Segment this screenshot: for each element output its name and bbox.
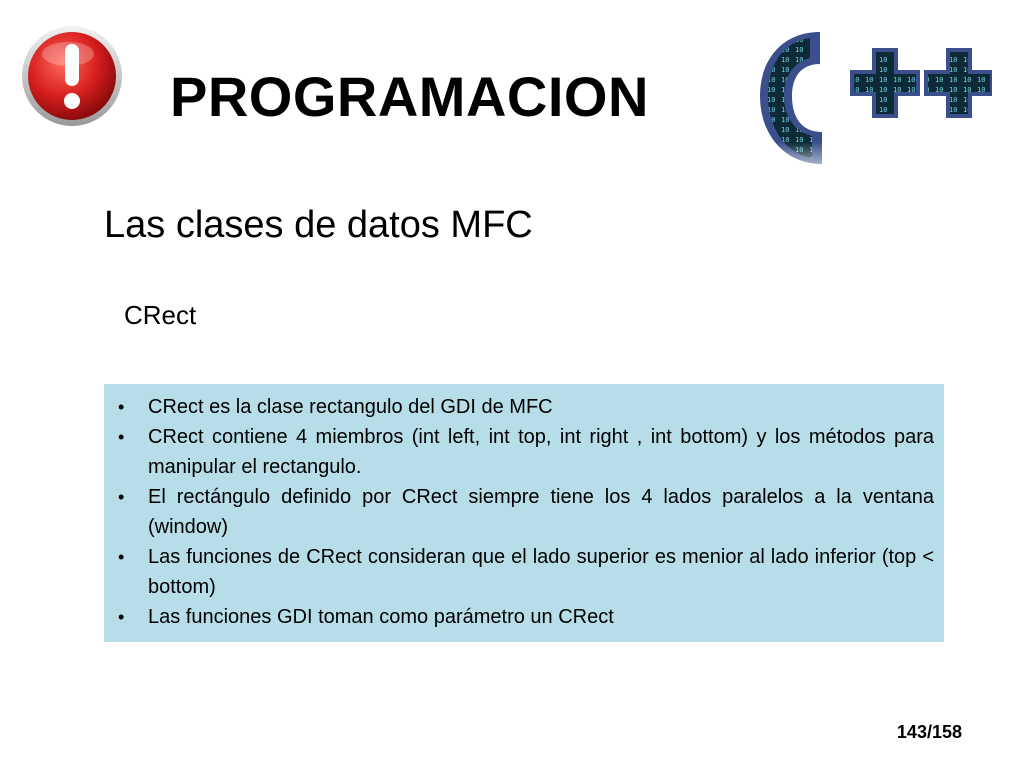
- page-number: 143/158: [896, 722, 962, 742]
- bullet-item: [114, 602, 934, 632]
- bullet-dot-icon: •: [118, 547, 125, 567]
- bullet-dot-icon: •: [118, 397, 125, 417]
- bullet-dot-icon: •: [118, 487, 125, 507]
- bullet-text: Las funciones GDI toman como parámetro un CRect: [148, 606, 614, 628]
- bullet-text: CRect contiene 4 miembros (int left, int top, int right , int bottom) y los métodos para manipular el rectangulo.: [148, 426, 934, 478]
- bullet-text: CRect es la clase rectangulo del GDI de MFC: [148, 396, 553, 418]
- section-label: CRect: [124, 300, 197, 330]
- slide-subtitle: Las clases de datos MFC: [104, 204, 533, 246]
- bullet-dot-icon: •: [118, 427, 125, 447]
- content-box: [104, 384, 944, 642]
- bullet-dot-icon: •: [118, 607, 125, 627]
- bullet-item: [114, 422, 934, 482]
- slide-title: PROGRAMACION: [170, 65, 649, 128]
- cpp-logo: [752, 24, 992, 176]
- bullet-item: [114, 392, 934, 422]
- bullet-item: [114, 482, 934, 542]
- bullet-item: [114, 542, 934, 602]
- bullet-text: El rectángulo definido por CRect siempre tiene los 4 lados paralelos a la ventana (window): [148, 486, 934, 538]
- bullet-text: Las funciones de CRect consideran que el lado superior es menior al lado inferior (top < bottom): [148, 546, 934, 598]
- exclamation-warning-icon: [20, 24, 124, 128]
- bullet-list: [114, 392, 934, 632]
